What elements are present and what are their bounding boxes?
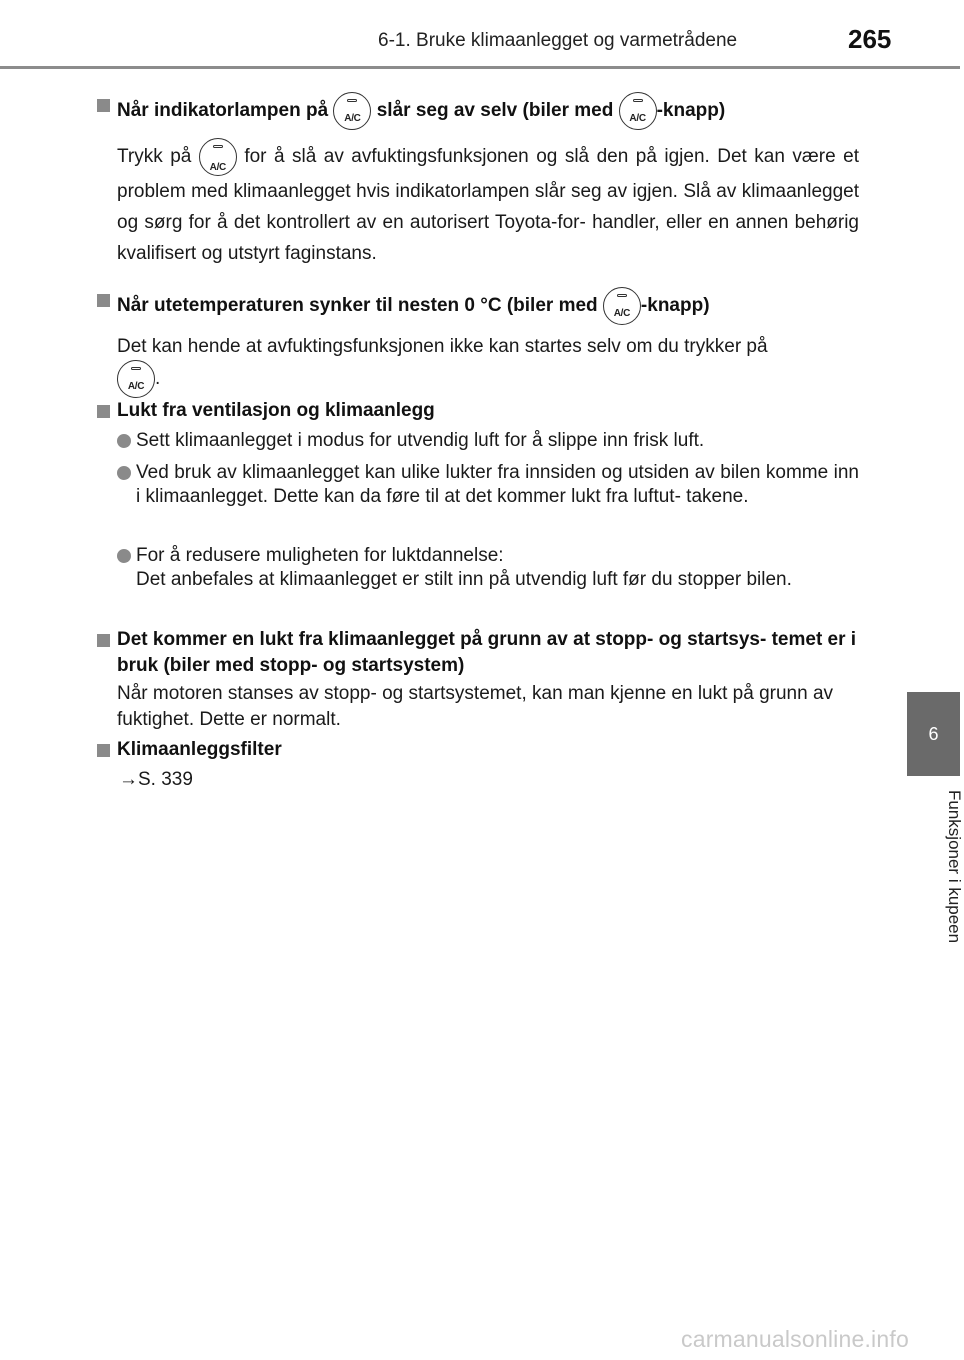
page-reference-text[interactable]: →S. 339 [119, 769, 193, 790]
page-number: 265 [848, 24, 892, 54]
section-title: 6-1. Bruke klimaanlegget og varmetrådene [378, 30, 738, 51]
watermark: carmanualsonline.info [681, 1326, 909, 1352]
heading-low-temperature [97, 287, 867, 325]
bullet-text: For å redusere muligheten for luktdannelse: [136, 545, 504, 566]
ac-button-icon: A/C [603, 287, 641, 325]
bullet-item [117, 544, 859, 592]
bullet-text: Sett klimaanlegget i modus for utvendig luft for å slippe inn frisk luft. [136, 430, 705, 451]
heading-text: -knapp) [640, 295, 710, 317]
bullet-item [117, 461, 859, 509]
bullet-item [117, 429, 859, 453]
bullet-dot [117, 434, 131, 448]
bullet-dot [117, 466, 131, 480]
heading-square-marker [97, 405, 110, 418]
heading-text: Når utetemperaturen synker til nesten 0 °C (biler med [117, 295, 598, 317]
paragraph-stop-start-odor [117, 681, 857, 733]
heading-square-marker [97, 634, 110, 647]
ac-button-icon: A/C [619, 92, 657, 130]
ac-button-icon: A/C [199, 138, 237, 176]
heading-square-marker [97, 744, 110, 757]
chapter-number: 6 [928, 723, 939, 744]
heading-stop-start-odor [97, 627, 867, 679]
heading-text: -knapp) [656, 100, 726, 122]
bullet-text: Det anbefales at klimaanlegget er stilt inn på utvendig luft før du stopper bilen. [136, 569, 792, 590]
heading-odor [97, 398, 867, 424]
heading-text: Det kommer en lukt fra klimaanlegget på grunn av at stopp- og startsys- temet er i bruk (biler med stopp- og startsystem) [117, 629, 857, 676]
heading-text: Når indikatorlampen på [117, 100, 329, 122]
body-text: Trykk på [117, 146, 192, 168]
heading-indicator-off [97, 92, 867, 130]
bullet-text: Ved bruk av klimaanlegget kan ulike lukter fra innsiden og utsiden av bilen komme inn i klimaanlegget. Dette kan da føre til at det kommer lukt fra luftut- takene. [136, 462, 859, 507]
ac-button-icon: A/C [117, 360, 155, 398]
heading-square-marker [97, 99, 110, 112]
body-text: . [155, 368, 161, 390]
bullet-dot [117, 549, 131, 563]
heading-ac-filter [97, 737, 867, 763]
body-text: Det kan hende at avfuktingsfunksjonen ikke kan startes selv om du trykker på [117, 336, 768, 357]
heading-text: slår seg av selv (biler med [376, 100, 614, 122]
body-text: for å slå av avfuktingsfunksjonen og slå den på igjen. Det kan være et problem med klimaanlegget hvis indikatorlampen slår seg av igjen. Slå av klimaanlegget og sørg for å det kontrollert av en autorisert Toyota-for- handler, eller en annen behørig kvalifisert og utstyrt faginstans. [117, 146, 860, 264]
heading-square-marker [97, 294, 110, 307]
heading-text: Lukt fra ventilasjon og klimaanlegg [117, 400, 435, 421]
paragraph-indicator-off [117, 138, 859, 269]
page-reference-link[interactable] [119, 767, 861, 793]
paragraph-low-temperature [117, 334, 859, 398]
ac-button-icon: A/C [333, 92, 371, 130]
chapter-label: Funksjoner i kupeen [945, 790, 964, 944]
heading-text: Klimaanleggsfilter [117, 739, 282, 760]
body-text: Når motoren stanses av stopp- og startsystemet, kan man kjenne en lukt på grunn av fuktighet. Dette er normalt. [117, 683, 834, 730]
